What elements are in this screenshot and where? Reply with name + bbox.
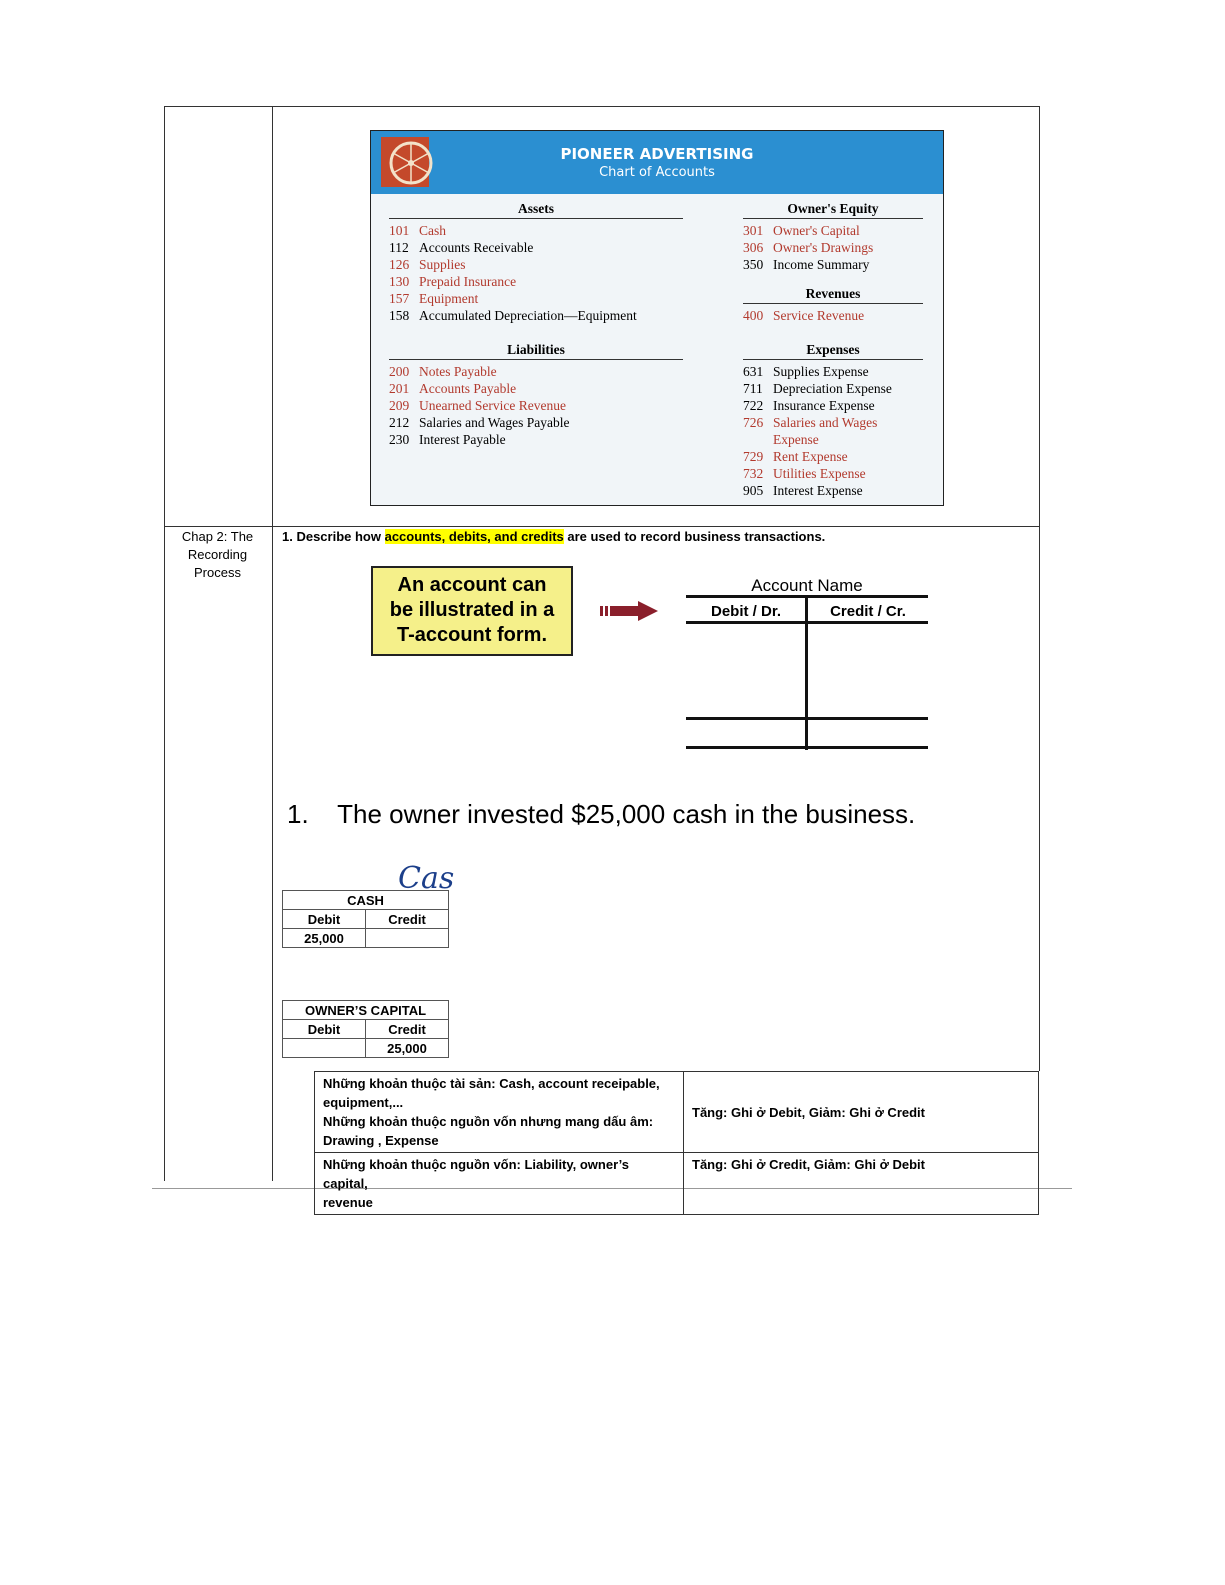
account-number: 101 xyxy=(389,223,410,238)
rules-row xyxy=(315,1072,1039,1153)
account-name: Salaries and Wages xyxy=(773,415,878,430)
account-name: Prepaid Insurance xyxy=(419,274,517,289)
handwriting-text: Cas xyxy=(398,861,455,896)
account-item xyxy=(389,222,683,239)
account-name: Unearned Service Revenue xyxy=(419,398,566,413)
account-name: Insurance Expense xyxy=(773,398,875,413)
capital-ledger-title: OWNER’S CAPITAL xyxy=(283,1001,449,1020)
liabilities-list xyxy=(389,363,683,448)
frame-top-border xyxy=(164,106,1039,107)
liabilities-section xyxy=(389,342,683,448)
account-item xyxy=(743,256,923,273)
account-item xyxy=(743,239,923,256)
account-number: 200 xyxy=(389,364,410,379)
account-number: 306 xyxy=(743,240,764,255)
account-number: 631 xyxy=(743,364,764,379)
account-name: Owner's Drawings xyxy=(773,240,874,255)
account-number: 209 xyxy=(389,398,410,413)
assets-section xyxy=(389,201,683,324)
owners-equity-section xyxy=(743,201,923,273)
account-number: 905 xyxy=(743,483,764,498)
chapter-label-line: Chap 2: The xyxy=(181,529,254,544)
capital-ledger-debit-value xyxy=(283,1039,366,1058)
example-transaction: 1. The owner invested $25,000 cash in the business. xyxy=(287,799,916,829)
t-account-total-line xyxy=(686,717,928,720)
handwritten-annotation xyxy=(398,858,455,896)
cash-ledger xyxy=(282,890,449,948)
account-item xyxy=(743,307,923,324)
chart-of-accounts-figure xyxy=(370,130,944,506)
rules-left-cell xyxy=(315,1153,684,1215)
account-number: 230 xyxy=(389,432,410,447)
account-item xyxy=(743,414,923,448)
callout-line: T-account form. xyxy=(396,624,547,646)
cash-ledger-title: CASH xyxy=(283,891,449,910)
account-item xyxy=(389,239,683,256)
chart-subtitle: Chart of Accounts xyxy=(599,165,715,180)
account-number: 350 xyxy=(743,257,764,272)
account-number: 130 xyxy=(389,274,410,289)
revenues-section xyxy=(743,286,923,324)
account-item xyxy=(743,222,923,239)
t-account-credit-label: Credit / Cr. xyxy=(830,603,906,620)
account-name: Owner's Capital xyxy=(773,223,860,238)
account-name: Accumulated Depreciation—Equipment xyxy=(419,308,637,323)
cash-ledger-credit-value xyxy=(366,929,449,948)
account-item xyxy=(743,448,923,465)
chapter-label xyxy=(165,528,270,582)
account-number: 722 xyxy=(743,398,764,413)
account-number: 732 xyxy=(743,466,764,481)
account-name: Service Revenue xyxy=(773,308,865,323)
question-suffix: are used to record business transactions. xyxy=(563,529,826,544)
rules-text-line: revenue xyxy=(323,1195,373,1210)
account-item xyxy=(743,363,923,380)
company-name: PIONEER ADVERTISING xyxy=(560,145,754,163)
capital-ledger-debit-header: Debit xyxy=(283,1020,366,1039)
account-name: Salaries and Wages Payable xyxy=(419,415,570,430)
account-number: 301 xyxy=(743,223,764,238)
account-item xyxy=(389,414,683,431)
account-name: Utilities Expense xyxy=(773,466,866,481)
rules-text-line: equipment,... xyxy=(323,1095,404,1110)
revenues-list xyxy=(743,307,923,324)
account-number: 212 xyxy=(389,415,410,430)
frame-right-border xyxy=(1039,106,1040,1071)
question-prefix: 1. Describe how xyxy=(282,529,385,544)
account-number: 112 xyxy=(389,240,409,255)
account-item xyxy=(743,397,923,414)
account-item xyxy=(389,363,683,380)
account-number: 201 xyxy=(389,381,410,396)
account-item xyxy=(743,465,923,482)
chapter-label-line: Process xyxy=(194,565,241,580)
t-account-debit-label: Debit / Dr. xyxy=(710,603,781,620)
account-name: Equipment xyxy=(419,291,479,306)
cash-ledger-credit-header: Credit xyxy=(366,910,449,929)
t-account-callout xyxy=(371,566,573,656)
account-name: Interest Payable xyxy=(419,432,506,447)
account-number: 726 xyxy=(743,415,764,430)
capital-ledger-credit-header: Credit xyxy=(366,1020,449,1039)
t-account-bottom-line xyxy=(686,746,928,749)
account-number: 711 xyxy=(743,381,763,396)
account-item xyxy=(389,380,683,397)
owners-equity-list xyxy=(743,222,923,273)
account-item xyxy=(743,482,923,499)
rules-row xyxy=(315,1153,1039,1215)
account-number: 157 xyxy=(389,291,410,306)
frame-column-divider xyxy=(272,106,273,1181)
liabilities-heading: Liabilities xyxy=(389,342,683,360)
account-name: Depreciation Expense xyxy=(773,381,892,396)
account-number: 158 xyxy=(389,308,410,323)
rules-right-cell: Tăng: Ghi ở Credit, Giảm: Ghi ở Debit xyxy=(684,1153,1039,1215)
account-item xyxy=(389,431,683,448)
rules-right-cell: Tăng: Ghi ở Debit, Giảm: Ghi ở Credit xyxy=(684,1072,1039,1153)
owners-equity-heading: Owner's Equity xyxy=(743,201,923,219)
chart-of-accounts-header xyxy=(371,131,943,194)
account-name: Accounts Receivable xyxy=(419,240,534,255)
callout-line: be illustrated in a xyxy=(389,599,555,621)
assets-list xyxy=(389,222,683,324)
question-heading xyxy=(282,529,825,544)
frame-left-border xyxy=(164,106,165,1181)
account-name: Cash xyxy=(419,223,446,238)
account-name: Supplies xyxy=(419,257,466,272)
right-arrow-icon xyxy=(600,600,660,622)
rules-text-line: Những khoản thuộc nguồn vốn nhưng mang dấu âm: xyxy=(323,1114,654,1129)
account-name: Income Summary xyxy=(773,257,870,272)
account-name: Notes Payable xyxy=(419,364,497,379)
account-number: 729 xyxy=(743,449,764,464)
account-name: Supplies Expense xyxy=(773,364,869,379)
callout-line: An account can xyxy=(397,574,547,596)
expenses-section xyxy=(743,342,923,499)
account-name-continued: Expense xyxy=(773,432,819,447)
rules-left-cell xyxy=(315,1072,684,1153)
account-name: Interest Expense xyxy=(773,483,863,498)
rules-text-line: Những khoản thuộc nguồn vốn: Liability, owner’s capital, xyxy=(323,1157,629,1191)
account-item xyxy=(389,307,683,324)
rules-text-line: Những khoản thuộc tài sản: Cash, account receipable, xyxy=(323,1076,660,1091)
t-account-center-line xyxy=(805,595,808,750)
chapter-label-line: Recording xyxy=(187,547,248,562)
account-item xyxy=(389,256,683,273)
expenses-list xyxy=(743,363,923,499)
cash-ledger-debit-value: 25,000 xyxy=(283,929,366,948)
account-name: Rent Expense xyxy=(773,449,848,464)
account-name: Accounts Payable xyxy=(419,381,517,396)
frame-row-divider xyxy=(164,526,1039,527)
capital-ledger-credit-value: 25,000 xyxy=(366,1039,449,1058)
account-item xyxy=(389,397,683,414)
account-item xyxy=(743,380,923,397)
account-item xyxy=(389,290,683,307)
cash-ledger-debit-header: Debit xyxy=(283,910,366,929)
question-highlight: accounts, debits, and credits xyxy=(384,529,564,544)
account-item xyxy=(389,273,683,290)
revenues-heading: Revenues xyxy=(743,286,923,304)
rules-text-line: Drawing , Expense xyxy=(323,1133,439,1148)
debit-credit-rules-table xyxy=(314,1071,1039,1215)
expenses-heading: Expenses xyxy=(743,342,923,360)
account-number: 126 xyxy=(389,257,410,272)
t-account-name: Account Name xyxy=(751,576,863,595)
account-number: 400 xyxy=(743,308,764,323)
owners-capital-ledger xyxy=(282,1000,449,1058)
assets-heading: Assets xyxy=(389,201,683,219)
